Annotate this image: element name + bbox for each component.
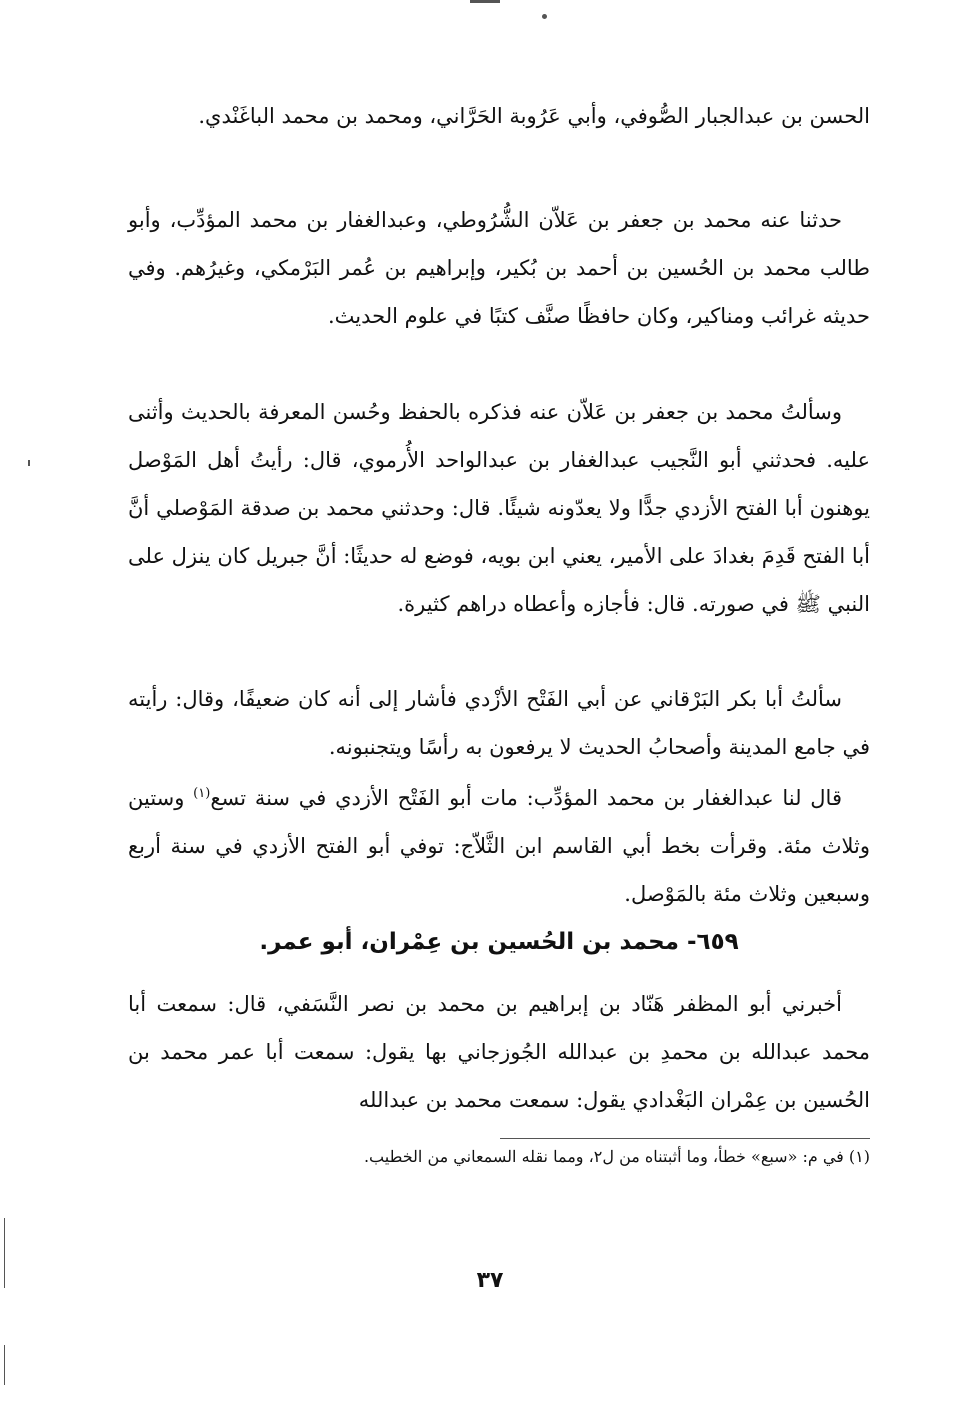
- scan-artifact: [542, 14, 547, 19]
- paragraph-5: [128, 770, 870, 918]
- page-number: ٣٧: [476, 1268, 504, 1293]
- scan-artifact: [470, 0, 500, 3]
- paragraph-text: [128, 770, 870, 918]
- paragraph-text: وسألتُ محمد بن جعفر بن عَلاّن عنه فذكره بالحفظ وحُسن المعرفة بالحديث وأثنى عليه. فحدثني أبو النَّجيب عبدالغفار بن عبدالواحد الأُرموي، قال: رأيتُ أهل المَوْصل يوهنون أبا الفتح الأزدي جدًّا ولا يعدّونه شيئًا. قال: وحدثني محمد بن صدقة المَوْصلي أنَّ أبا الفتح قَدِمَ بغدادَ على الأمير، يعني ابن بويه، فوضع له حديثًا: أنَّ جبريل كان ينزل على النبي ﷺ في صورته. قال: فأجازه وأعطاه دراهم كثيرة.: [128, 400, 870, 616]
- paragraph-3: [128, 388, 870, 628]
- paragraph-text-part: قال لنا عبدالغفار بن محمد المؤدِّب: مات أبو الفَتْح الأزدي في سنة تسع: [210, 786, 842, 810]
- footnote-number: (١): [848, 1147, 870, 1166]
- paragraph-6: [128, 980, 870, 1124]
- paragraph-text: الحسن بن عبدالجبار الصُّوفي، وأبي عَرُوبة الحَرَّاني، ومحمد بن محمد الباغَنْدي.: [198, 104, 870, 128]
- paragraph-4: [128, 675, 870, 771]
- entry-heading: ٦٥٩- محمد بن الحُسين بن عِمْران، أبو عمر.: [259, 929, 739, 955]
- scan-artifact: [28, 460, 30, 466]
- paragraph-text: حدثنا عنه محمد بن جعفر بن عَلاّن الشُّرُوطي، وعبدالغفار بن محمد المؤدِّب، وأبو طالب محمد بن الحُسين بن أحمد بن بُكير، وإبراهيم بن عُمر البَرْمكي، وغيرُهم. وفي حديثه غرائب ومناكير، وكان حافظًا صنَّف كتبًا في علوم الحديث.: [128, 208, 870, 328]
- footnote-divider: [500, 1138, 870, 1139]
- footnote-reference: (١): [193, 786, 211, 801]
- scan-artifact: [4, 1345, 5, 1385]
- paragraph-text: أخبرني أبو المظفر هَنّاد بن إبراهيم بن محمد بن نصر النَّسَفي، قال: سمعت أبا محمد عبدالله بن محمدِ بن عبدالله الجُوزجاني بها يقول: سمعت أبا عمر محمد بن الحُسين بن عِمْران البَغْدادي يقول: سمعت محمد بن عبدالله: [128, 992, 870, 1112]
- footnote-text: في م: «سبع» خطأ، وما أثبتناه من ل٢، ومما نقله السمعاني من الخطيب.: [363, 1147, 844, 1166]
- paragraph-text-part: وستين وثلاث مئة. وقرأت بخط أبي القاسم ابن الثَّلاّج: توفي أبو الفتح الأزدي في سنة أربع وسبعين وثلاث مئة بالمَوْصل.: [128, 786, 870, 906]
- footnote: [128, 1142, 870, 1172]
- paragraph-text: سألتُ أبا بكر البَرْقاني عن أبي الفَتْح الأزْدي فأشار إلى أنه كان ضعيفًا، وقال: رأيته في جامع المدينة وأصحابُ الحديث لا يرفعون به رأسًا ويتجنبونه.: [128, 687, 870, 759]
- paragraph-2: [128, 196, 870, 340]
- paragraph-1: [128, 92, 870, 140]
